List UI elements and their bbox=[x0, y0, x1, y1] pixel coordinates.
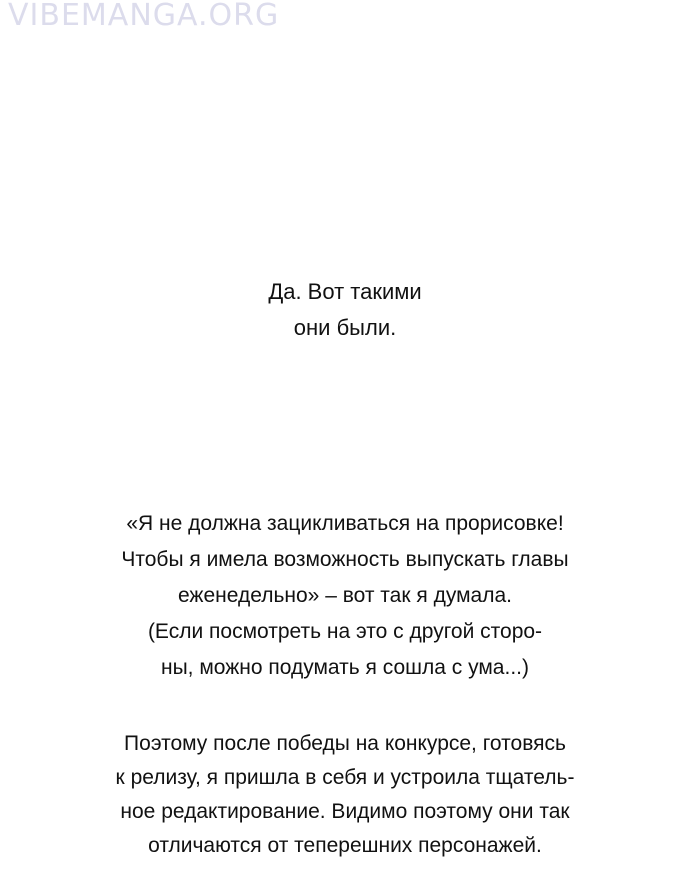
caption-line: ны, можно подумать я сошла с ума...) bbox=[160, 656, 529, 679]
caption-line: еженедельно» – вот так я думала. bbox=[177, 584, 512, 607]
caption-line: отличаются от теперешних персонажей. bbox=[148, 834, 542, 857]
caption-line: к релизу, я пришла в себя и устроила тщатель- bbox=[115, 766, 575, 789]
caption-block-3 bbox=[0, 727, 690, 863]
caption-line: «Я не должна зацикливаться на прорисовке! bbox=[126, 512, 564, 535]
caption-line: Чтобы я имела возможность выпускать главы bbox=[121, 548, 569, 571]
caption-block-1 bbox=[0, 274, 690, 346]
caption-line: (Если посмотреть на это с другой сторо- bbox=[147, 620, 543, 643]
caption-line: Поэтому после победы на конкурсе, готовясь bbox=[124, 732, 566, 755]
caption-line: они были. bbox=[293, 315, 397, 340]
caption-line: Да. Вот такими bbox=[268, 279, 422, 304]
caption-line: ное редактирование. Видимо поэтому они так bbox=[120, 800, 570, 823]
site-watermark: VIBEMANGA.ORG bbox=[8, 0, 280, 33]
caption-block-2 bbox=[0, 506, 690, 686]
